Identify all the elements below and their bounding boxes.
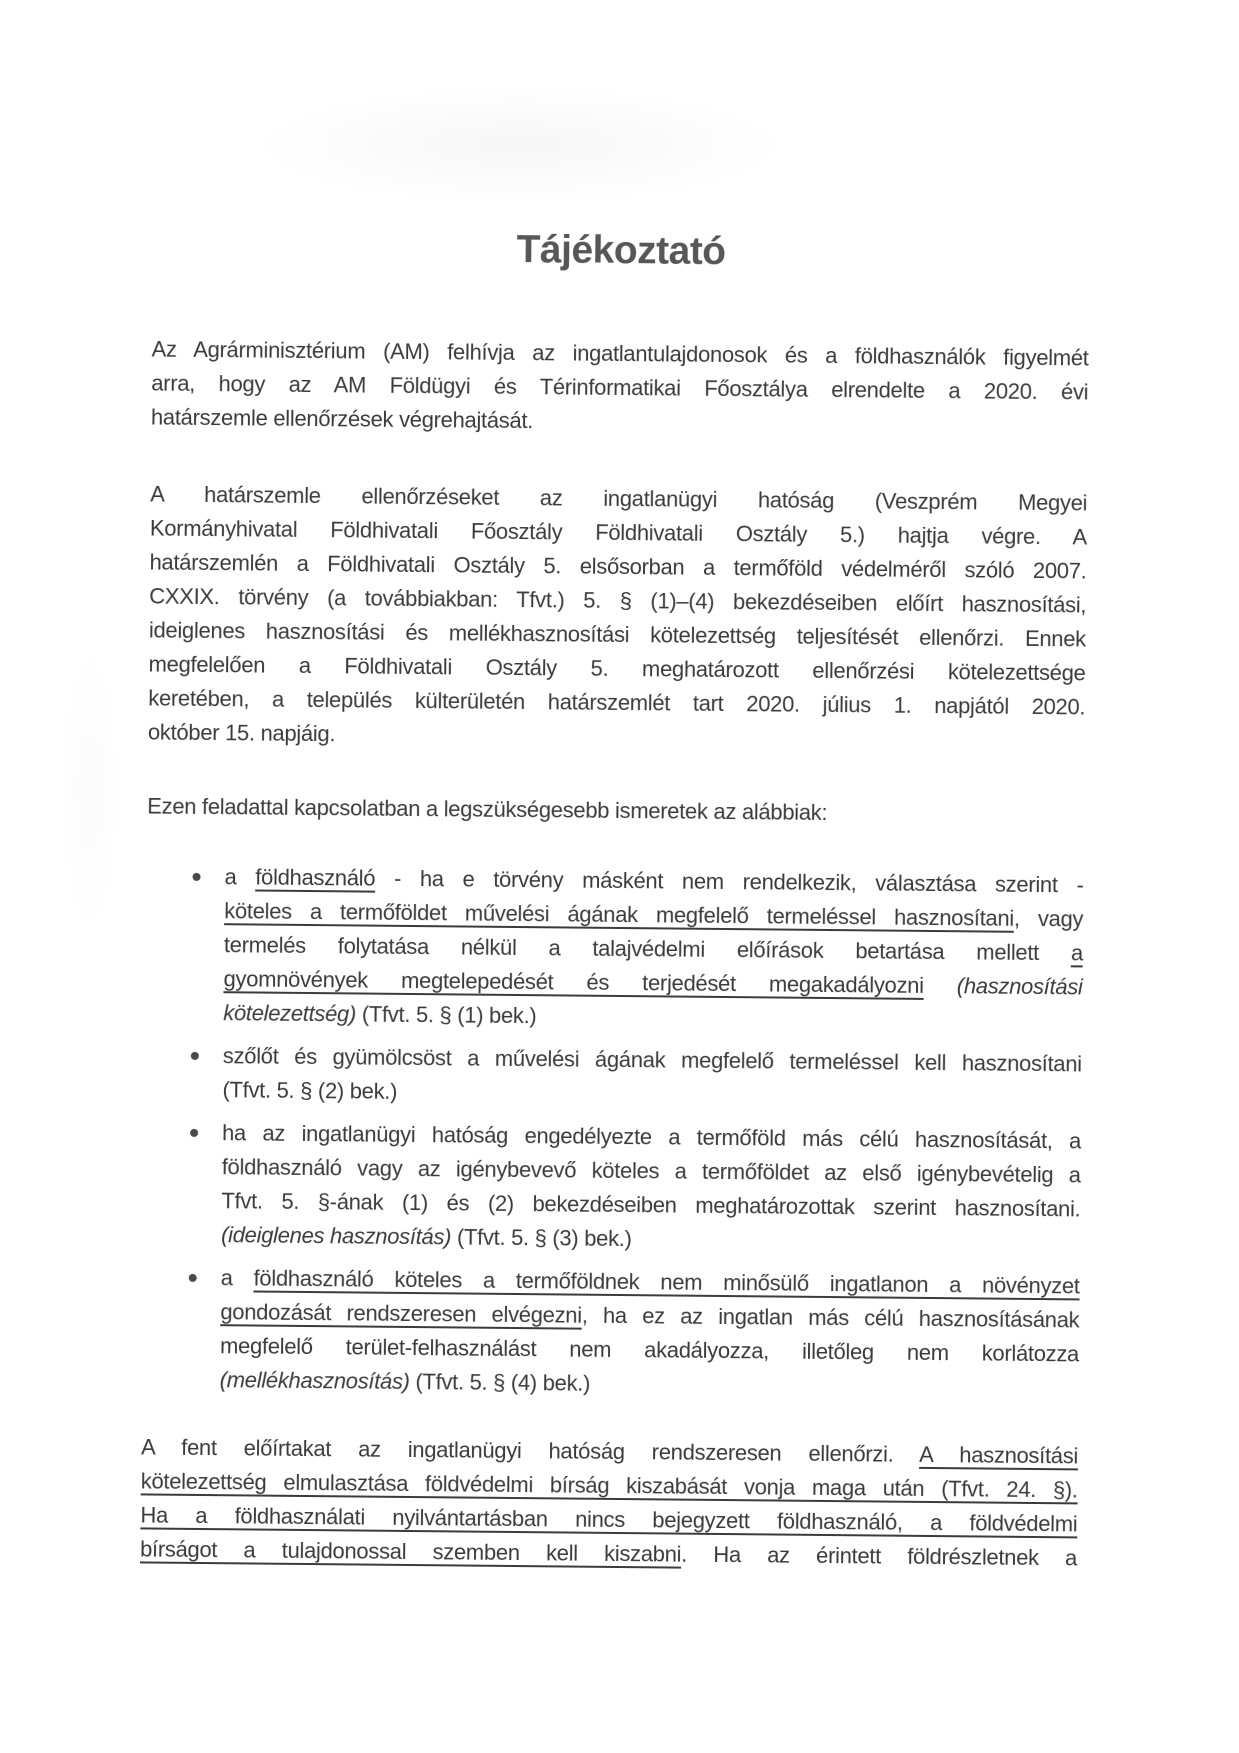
text-run: a <box>224 864 256 890</box>
text-run: (ideiglenes hasznosítás) <box>221 1222 452 1250</box>
text-run: ideiglenes hasznosítási és mellékhasznosítási kötelezettség teljesítését ellenőrzi. Ennek <box>148 617 1087 652</box>
text-run: Tfvt. 5. §-ának (1) és (2) bekezdéseiben meghatározottak szerint hasznosítani. <box>221 1188 1081 1222</box>
text-run: a <box>220 1265 254 1291</box>
text-run: (Tfvt. 5. § (2) bek.) <box>222 1077 398 1104</box>
text-run: Kormányhivatal Földhivatali Főosztály Földhivatali Osztály 5.) hajtja végre. A <box>149 515 1087 550</box>
text-run: A fent előírtakat az ingatlanügyi hatóság rendszeresen ellenőrzi. <box>140 1434 920 1467</box>
text-run: határszemle ellenőrzések végrehajtását. <box>150 404 534 434</box>
bullet-list <box>142 859 1084 1405</box>
text-run: . Ha az érintett földrészletnek a <box>681 1541 1078 1571</box>
text-run: Ezen feladattal kapcsolatban a legszükségesebb ismeretek az alábbiak: <box>147 793 828 825</box>
text-run: megfelelő terület-felhasználást nem akadályozza, illetőleg nem korlátozza <box>219 1333 1080 1367</box>
text-run: október 15. napjáig. <box>147 719 336 747</box>
text-run: A hasznosítási <box>919 1441 1079 1469</box>
text-run: (Tfvt. 5. § (1) bek.) <box>355 1001 537 1029</box>
text-run: (mellékhasznosítás) <box>219 1367 410 1394</box>
text-run: földhasználó köteles a termőföldnek nem minősülő ingatlanon a növényzet <box>253 1265 1080 1299</box>
list-item <box>144 1038 1082 1115</box>
text-run: A határszemle ellenőrzéseket az ingatlanügyi hatóság (Veszprém Megyei <box>150 481 1088 516</box>
text-run: (Tfvt. 5. § (3) bek.) <box>451 1224 632 1252</box>
text-run: a <box>1070 940 1083 966</box>
text-run: határszemlén a Földhivatali Osztály 5. elsősorban a termőföld védelméről szóló 2007. <box>149 549 1087 584</box>
text-run: (hasznosítási <box>956 973 1083 1000</box>
list-item <box>142 1260 1080 1405</box>
text-run: (Tfvt. 5. § (4) bek.) <box>409 1368 591 1396</box>
text-run: termelés folytatása nélkül a talajvédelmi előírások betartása mellett <box>223 932 1072 966</box>
text-run: Az Agrárminisztérium (AM) felhívja az ingatlantulajdonosok és a földhasználók figyelmét <box>151 336 1089 371</box>
text-run: kötelezettség) <box>223 1000 357 1027</box>
text-run: megfelelően a Földhivatali Osztály 5. meghatározott ellenőrzési kötelezettsége <box>148 651 1086 686</box>
paragraph <box>151 332 1089 443</box>
document-body <box>140 332 1089 1575</box>
text-run: , ha ez az ingatlan más célú hasznosításának <box>581 1302 1080 1333</box>
bullet-icon <box>191 1052 199 1060</box>
text-run: földhasználó vagy az igénybevevő köteles a termőföldet az első igénybevételig a <box>221 1154 1081 1188</box>
paragraph <box>148 477 1088 758</box>
bullet-icon <box>193 873 201 881</box>
text-line <box>147 789 1084 832</box>
scan-artifact <box>60 640 120 940</box>
bullet-icon <box>190 1129 198 1137</box>
text-run: köteles a termőföldet művelési ágának megfelelő termeléssel hasznosítani <box>224 898 1015 931</box>
text-run: - ha e törvény másként nem rendelkezik, választása szerint - <box>375 865 1084 898</box>
text-run: kötelezettség elmulasztása földvédelmi bírság kiszabását vonja maga után (Tfvt. 24. §). <box>140 1468 1078 1503</box>
text-run: szőlőt és gyümölcsöst a művelési ágának megfelelő termeléssel kell hasznosítani <box>222 1043 1082 1077</box>
text-run: ha az ingatlanügyi hatóság engedélyezte a termőföld más célú hasznosítását, a <box>221 1120 1082 1154</box>
text-run <box>924 973 957 998</box>
list-item <box>145 859 1084 1038</box>
text-run: gyomnövények megtelepedését és terjedését megakadályozni <box>223 966 924 998</box>
text-run: bírságot a tulajdonossal szemben kell kiszabni <box>139 1536 682 1567</box>
text-run: gondozását rendszeresen elvégezni <box>220 1299 582 1328</box>
bullet-icon <box>189 1274 197 1282</box>
paragraph <box>147 789 1084 832</box>
document-content <box>140 0 1092 1575</box>
text-run: Ha a földhasználati nyilvántartásban nincs bejegyzett földhasználó, a földvédelmi <box>140 1502 1078 1537</box>
document-title: Tájékoztató <box>516 227 726 273</box>
list-item <box>143 1115 1081 1260</box>
text-run: , vagy <box>1013 905 1084 932</box>
text-run: arra, hogy az AM Földügyi és Térinformatikai Főosztálya elrendelte a 2020. évi <box>151 370 1089 405</box>
paragraph <box>140 1430 1078 1575</box>
text-run: földhasználó <box>255 864 376 891</box>
text-run: keretében, a település külterületén határszemlét tart 2020. július 1. napjától 2020. <box>148 685 1086 720</box>
text-run: CXXIX. törvény (a továbbiakban: Tfvt.) 5. § (1)–(4) bekezdéseiben előírt hasznosítási, <box>149 583 1087 618</box>
